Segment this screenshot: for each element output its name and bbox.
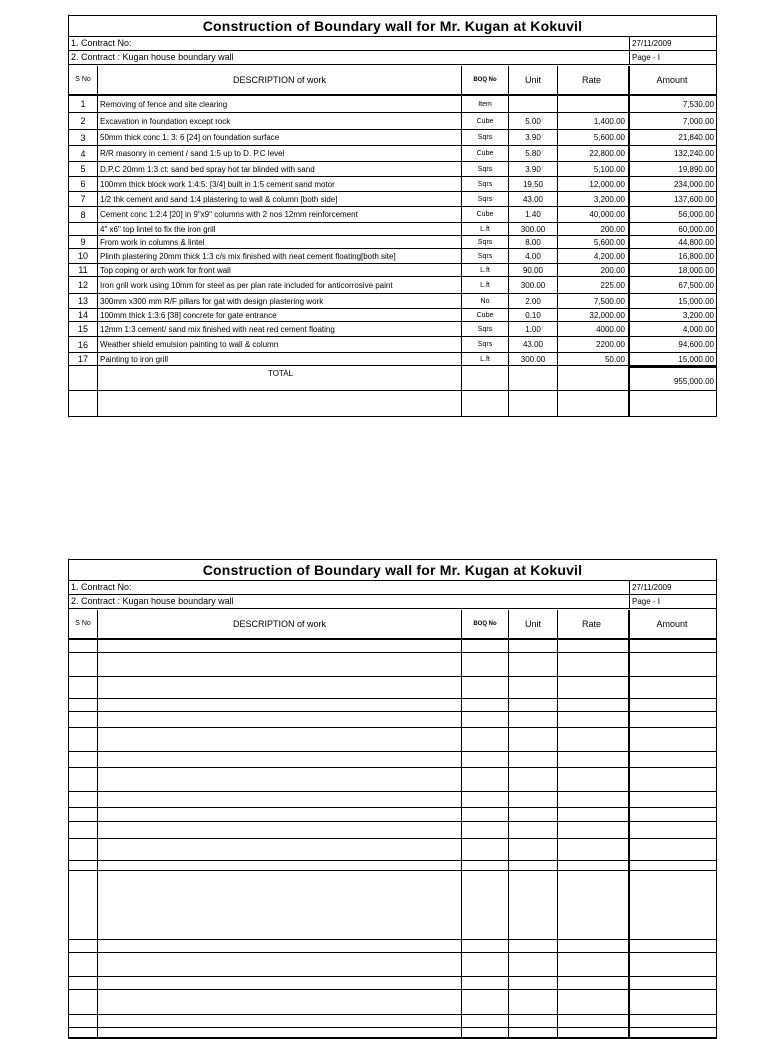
cell-unit <box>509 96 557 112</box>
table-row <box>69 113 716 130</box>
col-rate-header: Rate <box>581 618 601 629</box>
cell-description: Weather shield emulsion painting to wall & column <box>100 340 279 349</box>
cell-boq: No <box>480 297 490 305</box>
cell-amount: 18,000.00 <box>678 265 714 275</box>
cell-boq: L.ft <box>480 281 490 289</box>
cell-rate: 2200.00 <box>596 340 625 349</box>
cell-boq: Sqrs <box>477 341 493 348</box>
table-row <box>69 207 716 223</box>
blank-row <box>69 822 716 839</box>
cell-description: 100mm thick 1:3:6 [38] concrete for gate entrance <box>100 310 277 320</box>
cell-unit: 43.00 <box>522 194 544 204</box>
blank-row <box>69 1015 716 1028</box>
cell-description: 4" x6" top lintel to fix the iron grill <box>100 224 216 234</box>
cell-rate: 1,400.00 <box>593 116 625 126</box>
cell-unit: 8.00 <box>525 237 541 247</box>
table-row <box>69 309 716 322</box>
cell-amount: 4,000.00 <box>682 324 714 334</box>
cell-rate: 5,600.00 <box>593 237 625 247</box>
cell-amount: 60,000.00 <box>678 224 714 234</box>
table-header <box>69 65 716 96</box>
col-boq-header: BOQ No <box>473 620 497 627</box>
cell-boq: L.ft <box>480 266 490 274</box>
column-divider <box>461 610 462 1038</box>
items-table-body <box>69 96 716 366</box>
contract-row <box>69 51 716 65</box>
cell-unit: 5.00 <box>525 116 541 126</box>
column-divider <box>97 610 98 1038</box>
table-row <box>69 236 716 249</box>
blank-row <box>69 712 716 728</box>
cell-boq: Cube <box>476 117 494 125</box>
cell-sno: 16 <box>77 339 88 350</box>
cell-description: Cement conc 1:2:4 [20] in 9"x9" columns with 2 nos 12mm reinforcement <box>100 210 358 219</box>
cell-boq: Sqrs <box>477 252 493 260</box>
column-divider <box>461 66 462 416</box>
cell-sno: 2 <box>80 116 86 126</box>
contract-no-label: 1. Contract No: <box>71 38 132 48</box>
table-row <box>69 249 716 264</box>
cell-amount: 15,000.00 <box>678 296 714 306</box>
cell-unit: 2.00 <box>525 296 541 306</box>
total-row <box>69 366 716 391</box>
blank-row <box>69 792 716 808</box>
blank-row <box>69 653 716 677</box>
contract-row <box>69 595 716 609</box>
cell-amount: 16,800.00 <box>678 251 714 261</box>
table-row <box>69 264 716 277</box>
amount-column-divider <box>628 610 630 1038</box>
column-divider <box>557 610 558 1038</box>
cell-rate: 5,100.00 <box>593 164 625 174</box>
col-sno-header: S No <box>75 620 91 627</box>
cell-rate: 200.00 <box>600 265 625 275</box>
cell-unit: 3.90 <box>525 133 541 142</box>
cell-boq: Item <box>478 100 492 108</box>
col-description-header: DESCRIPTION of work <box>232 74 326 85</box>
total-label: TOTAL <box>267 369 294 378</box>
cell-sno: 8 <box>80 209 86 220</box>
blank-row <box>69 768 716 792</box>
table-row <box>69 277 716 294</box>
cell-description: Removing of fence and site clearing <box>100 99 228 109</box>
cell-unit: 300.00 <box>520 280 546 290</box>
page-label: Page - I <box>629 595 660 608</box>
cell-description: R/R masonry in cement / sand 1:5 up to D. P.C level <box>100 149 285 158</box>
col-sno-header: S No <box>75 76 91 83</box>
cell-amount: 56,000.00 <box>678 210 714 219</box>
cell-sno: 1 <box>80 99 86 109</box>
cell-unit: 300.00 <box>520 224 546 234</box>
blank-row <box>69 861 716 871</box>
cell-sno <box>69 223 97 235</box>
col-amount-header: Amount <box>656 618 688 629</box>
cell-boq: Sqrs <box>477 195 493 203</box>
cell-amount: 15,000.00 <box>678 354 714 364</box>
cell-unit: 1.00 <box>525 324 541 334</box>
document-date: 27/11/2009 <box>629 581 671 594</box>
cell-amount: 137,600.00 <box>673 194 714 204</box>
cell-boq: Cube <box>476 150 494 157</box>
cell-amount: 67,500.00 <box>678 280 714 290</box>
table-row <box>69 162 716 177</box>
document-title: Construction of Boundary wall for Mr. Kugan at Kokuvil <box>69 16 716 37</box>
blank-row <box>69 977 716 990</box>
cell-amount: 3,200.00 <box>682 310 714 320</box>
col-description-header: DESCRIPTION of work <box>232 618 326 629</box>
cell-description: 50mm thick conc 1: 3: 6 [24] on foundation surface <box>100 133 280 142</box>
cell-rate: 5,600.00 <box>593 133 625 142</box>
cell-sno: 13 <box>77 296 88 306</box>
table-row <box>69 337 716 353</box>
blank-row <box>69 871 716 940</box>
cell-amount: 44,800.00 <box>678 237 714 247</box>
cell-unit: 19.50 <box>522 179 544 189</box>
cell-sno: 15 <box>77 324 88 334</box>
cell-description: 12mm 1:3 cement/ sand mix finished with neat red cement floating <box>100 324 335 334</box>
cell-rate: 12,000.00 <box>589 179 625 189</box>
cell-boq: Sqrs <box>477 238 493 246</box>
cell-unit: 4.00 <box>525 251 541 261</box>
cell-description: Top coping or arch work for front wall <box>100 265 231 275</box>
cell-boq: Sqrs <box>477 325 493 333</box>
blank-estimate-sheet <box>68 559 717 1039</box>
cell-rate: 3,200.00 <box>593 194 625 204</box>
estimate-sheet <box>68 15 717 417</box>
cell-unit: 5.80 <box>525 149 541 158</box>
blank-row <box>69 1028 716 1038</box>
document-title: Construction of Boundary wall for Mr. Kugan at Kokuvil <box>69 560 716 581</box>
cell-rate: 4,200.00 <box>593 251 625 261</box>
cell-sno: 3 <box>80 132 86 143</box>
cell-description: Iron grill work using 10mm for steel as per plan rate included for anticorrosive paint <box>100 280 393 290</box>
cell-boq: L.ft <box>480 225 490 233</box>
blank-table-body <box>69 640 716 1038</box>
cell-rate: 4000.00 <box>596 324 625 334</box>
cell-unit: 90.00 <box>522 265 544 275</box>
table-row <box>69 96 716 113</box>
contract-label: 2. Contract : Kugan house boundary wall <box>71 52 234 62</box>
cell-sno: 14 <box>77 310 88 320</box>
cell-description: Excavation in foundation except rock <box>100 116 231 126</box>
cell-amount: 94,600.00 <box>678 340 714 349</box>
total-amount: 955,000.00 <box>630 366 717 390</box>
cell-amount: 19,890.00 <box>678 164 714 174</box>
contract-no-label: 1. Contract No: <box>71 582 132 592</box>
cell-amount: 234,000.00 <box>673 179 714 189</box>
cell-boq: Cube <box>476 311 494 319</box>
cell-rate <box>558 96 628 112</box>
table-row <box>69 130 716 146</box>
column-divider <box>557 66 558 416</box>
table-header <box>69 609 716 640</box>
cell-description: 300mm x300 mm R/F pillars for gat with design plastering work <box>100 296 324 306</box>
amount-column-divider <box>628 66 630 416</box>
table-row <box>69 146 716 162</box>
cell-sno: 4 <box>80 148 86 159</box>
cell-description: 100mm thick block work 1:4:5: [3/4] built in 1:5 cement sand motor <box>100 179 335 189</box>
cell-rate: 50.00 <box>604 354 625 364</box>
cell-sno: 6 <box>80 179 86 189</box>
cell-description: D.P.C 20mm 1:3 ct: sand bed spray hot tar blinded with sand <box>100 164 315 174</box>
col-amount-header: Amount <box>656 74 688 85</box>
table-row <box>69 294 716 309</box>
column-divider <box>508 66 509 416</box>
cell-rate: 200.00 <box>600 224 625 234</box>
cell-sno: 5 <box>80 164 86 174</box>
page-label: Page - I <box>629 51 660 64</box>
cell-unit: 43.00 <box>522 340 544 349</box>
cell-rate: 22,800.00 <box>589 149 625 158</box>
table-row <box>69 177 716 192</box>
cell-rate: 225.00 <box>600 280 625 290</box>
blank-row <box>69 752 716 768</box>
cell-amount: 21,840.00 <box>678 133 714 142</box>
blank-row <box>69 953 716 977</box>
blank-row <box>69 990 716 1015</box>
col-unit-header: Unit <box>524 74 541 85</box>
blank-row <box>69 940 716 953</box>
contract-label: 2. Contract : Kugan house boundary wall <box>71 596 234 606</box>
blank-row <box>69 839 716 861</box>
cell-sno: 17 <box>77 354 88 364</box>
cell-unit: 3.90 <box>525 164 541 174</box>
blank-row <box>69 640 716 653</box>
cell-description: Painting to iron grill <box>100 354 169 364</box>
cell-sno: 11 <box>78 265 88 275</box>
col-unit-header: Unit <box>524 618 541 629</box>
cell-rate: 32,000.00 <box>589 310 625 320</box>
cell-boq: Sqrs <box>477 134 493 141</box>
cell-description: 1/2 thk cement and sand 1:4 plastering to wall & column [both side] <box>100 194 338 204</box>
table-row <box>69 322 716 337</box>
cell-rate: 7,500.00 <box>593 296 625 306</box>
cell-rate: 40,000.00 <box>589 210 625 219</box>
cell-amount: 132,240.00 <box>673 149 714 158</box>
cell-sno: 9 <box>80 237 86 247</box>
table-row <box>69 192 716 207</box>
cell-description: Plinth plastering 20mm thick 1:3 c/s mix finished with neat cement floating[both site] <box>100 251 396 261</box>
blank-row <box>69 699 716 712</box>
cell-unit: 300.00 <box>520 354 546 364</box>
cell-amount: 7,530.00 <box>682 99 714 109</box>
cell-boq: Cube <box>476 211 494 218</box>
cell-sno: 10 <box>77 251 88 261</box>
contract-no-row <box>69 581 716 595</box>
cell-sno: 12 <box>77 280 88 290</box>
cell-boq: Sqrs <box>477 180 493 188</box>
column-divider <box>508 610 509 1038</box>
cell-boq: L.ft <box>480 355 490 363</box>
col-rate-header: Rate <box>581 74 601 85</box>
cell-description: From work in columns & lintel <box>100 237 205 247</box>
document-date: 27/11/2009 <box>629 37 671 50</box>
contract-no-row <box>69 37 716 51</box>
blank-row <box>69 677 716 699</box>
cell-unit: 0.10 <box>525 310 541 320</box>
cell-unit: 1.40 <box>525 210 541 219</box>
cell-boq: Sqrs <box>477 165 493 173</box>
table-row <box>69 353 716 366</box>
table-row <box>69 223 716 236</box>
blank-row <box>69 728 716 752</box>
column-divider <box>97 66 98 416</box>
cell-sno: 7 <box>80 194 86 204</box>
col-boq-header: BOQ No <box>473 76 497 83</box>
cell-amount: 7,000.00 <box>682 116 714 126</box>
blank-row <box>69 808 716 822</box>
